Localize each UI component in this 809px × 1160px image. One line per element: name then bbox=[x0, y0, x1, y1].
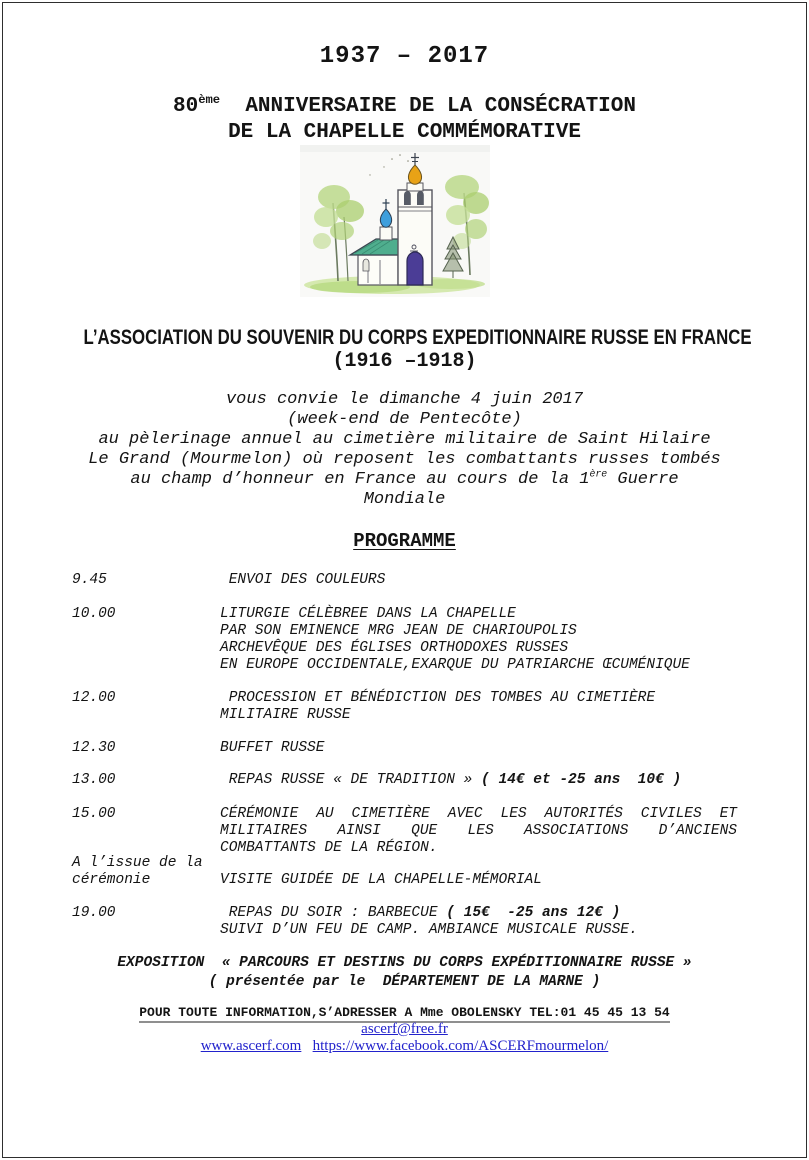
chapel-illustration bbox=[300, 145, 490, 297]
schedule-time: 13.00 bbox=[72, 772, 116, 788]
schedule-time: A l’issue de la bbox=[72, 855, 203, 871]
schedule-time: 12.30 bbox=[72, 740, 116, 756]
exposition-line1: EXPOSITION « PARCOURS ET DESTINS DU CORPS EXPÉDITIONNAIRE RUSSE » bbox=[117, 955, 692, 971]
schedule-desc bbox=[220, 572, 740, 589]
facebook-link[interactable]: https://www.facebook.com/ASCERFmourmelon/ bbox=[312, 1038, 609, 1054]
schedule-desc bbox=[220, 606, 740, 674]
schedule-desc-line: COMBATTANTS DE LA RÉGION. bbox=[220, 840, 438, 856]
website-link[interactable]: www.ascerf.com bbox=[200, 1038, 302, 1054]
meal-price: ( 15€ -25 ans 12€ ) bbox=[446, 905, 621, 921]
schedule-desc-line: CÉRÉMONIE AU CIMETIÈRE AVEC LES AUTORITÉS CIVILES ET bbox=[220, 806, 737, 822]
schedule-time: 10.00 bbox=[72, 606, 116, 622]
invitation-line: au pèlerinage annuel au cimetière militaire de Saint Hilaire bbox=[98, 430, 711, 449]
schedule-desc-line: PAR SON EMINENCE MRG JEAN DE CHARIOUPOLIS bbox=[220, 623, 577, 639]
schedule-desc: VISITE GUIDÉE DE LA CHAPELLE-MÉMORIAL bbox=[220, 872, 542, 888]
schedule-desc-line: ARCHEVÊQUE DES ÉGLISES ORTHODOXES RUSSES bbox=[220, 640, 569, 656]
email-link[interactable]: ascerf@free.fr bbox=[361, 1021, 448, 1037]
schedule-time: cérémonie bbox=[72, 872, 151, 888]
schedule-time: 15.00 bbox=[72, 806, 116, 822]
meal-label: REPAS DU SOIR : BARBECUE bbox=[220, 905, 447, 921]
title-years: 1937 – 2017 bbox=[319, 43, 490, 70]
invitation-paragraph bbox=[0, 390, 809, 510]
invitation-line5-post: Guerre bbox=[607, 470, 679, 489]
anniversary-ordinal-sup: ème bbox=[198, 93, 221, 107]
email-row bbox=[0, 1021, 809, 1038]
invitation-line: Mondiale bbox=[363, 490, 446, 509]
schedule-desc-line: SUIVI D’UN FEU DE CAMP. AMBIANCE MUSICALE RUSSE. bbox=[220, 922, 638, 938]
schedule-desc-line: BUFFET RUSSE bbox=[220, 740, 325, 756]
schedule-time: 12.00 bbox=[72, 690, 116, 706]
schedule-desc-line: PROCESSION ET BÉNÉDICTION DES TOMBES AU CIMETIÈRE bbox=[220, 690, 656, 706]
links-gap bbox=[301, 1038, 312, 1054]
schedule-desc-line: LITURGIE CÉLÈBREE DANS LA CHAPELLE bbox=[220, 606, 516, 622]
schedule-desc bbox=[220, 806, 740, 857]
schedule-time: 19.00 bbox=[72, 905, 116, 921]
exposition-line2: ( présentée par le DÉPARTEMENT DE LA MARNE ) bbox=[208, 973, 601, 990]
anniversary-heading-line1 bbox=[0, 95, 809, 118]
schedule-desc bbox=[220, 905, 740, 939]
invitation-line: Le Grand (Mourmelon) où reposent les combattants russes tombés bbox=[88, 450, 721, 469]
programme-heading: PROGRAMME bbox=[353, 530, 456, 552]
schedule-desc-line: MILITAIRE RUSSE bbox=[220, 707, 351, 723]
invitation-line bbox=[0, 470, 809, 490]
anniversary-text: ANNIVERSAIRE DE LA CONSÉCRATION bbox=[220, 95, 636, 118]
association-title bbox=[0, 326, 809, 350]
schedule-desc-line: MILITAIRES AINSI QUE LES ASSOCIATIONS D’ANCIENS bbox=[220, 823, 737, 839]
links-row bbox=[0, 1038, 809, 1055]
schedule-desc-line bbox=[220, 772, 740, 789]
contact-info-text: POUR TOUTE INFORMATION,S’ADRESSER A Mme OBOLENSKY TEL:01 45 45 13 54 bbox=[139, 1005, 670, 1023]
association-years: (1916 –1918) bbox=[332, 350, 477, 373]
invitation-line: (week-end de Pentecôte) bbox=[287, 410, 522, 429]
invitation-line: vous convie le dimanche 4 juin 2017 bbox=[225, 390, 584, 409]
schedule-desc bbox=[220, 772, 740, 789]
schedule-desc-line bbox=[220, 905, 740, 922]
invitation-line5-pre: au champ d’honneur en France au cours de la 1 bbox=[130, 470, 590, 489]
anniversary-heading-line2: DE LA CHAPELLE COMMÉMORATIVE bbox=[228, 121, 581, 144]
schedule-desc bbox=[220, 740, 740, 757]
meal-label: REPAS RUSSE « DE TRADITION » bbox=[220, 772, 482, 788]
invitation-ordinal-sup: ère bbox=[589, 468, 608, 480]
meal-price: ( 14€ et -25 ans 10€ ) bbox=[481, 772, 682, 788]
schedule-desc-line: ENVOI DES COULEURS bbox=[220, 572, 386, 588]
schedule-desc-line: EN EUROPE OCCIDENTALE,EXARQUE DU PATRIARCHE ŒCUMÉNIQUE bbox=[220, 657, 690, 673]
schedule-time: 9.45 bbox=[72, 572, 107, 588]
schedule-desc bbox=[220, 690, 740, 724]
association-title-text: L’ASSOCIATION DU SOUVENIR DU CORPS EXPEDITIONNAIRE RUSSE EN FRANCE bbox=[83, 326, 752, 349]
anniversary-number: 80 bbox=[172, 95, 199, 118]
